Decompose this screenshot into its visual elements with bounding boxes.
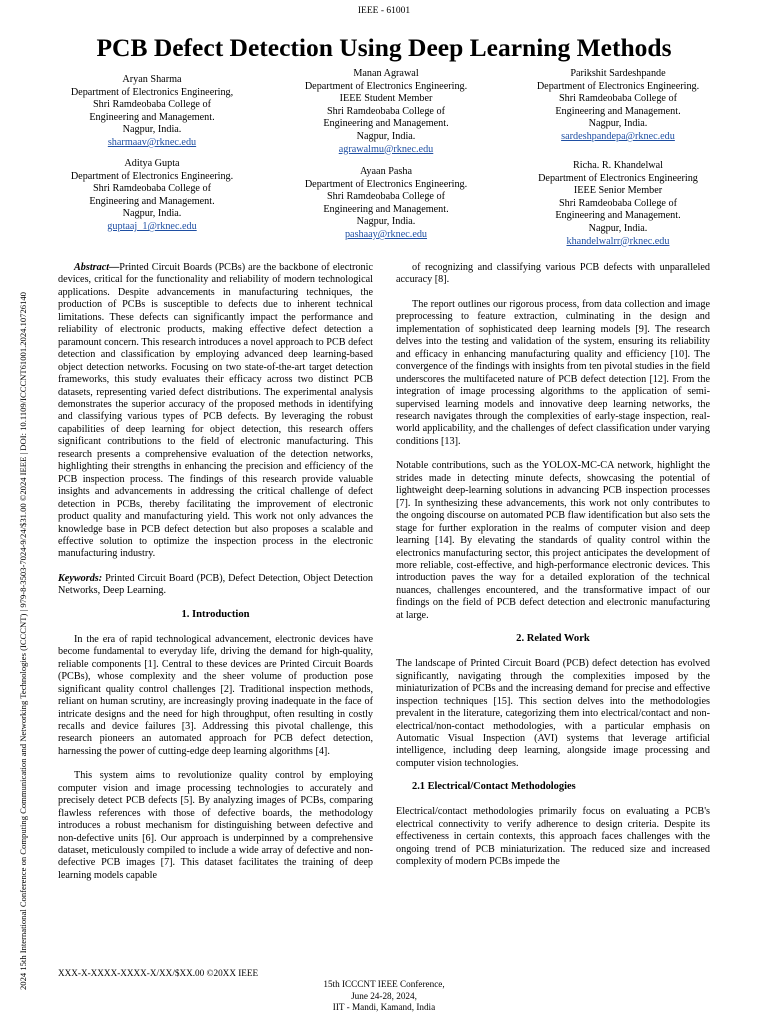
footer-conference: 15th ICCCNT IEEE Conference, (323, 979, 445, 989)
author-affiliation: Engineering and Management. (555, 210, 681, 222)
author-block (286, 68, 486, 156)
author-affiliation: IEEE Student Member (339, 93, 433, 105)
section-heading-related-work: 2. Related Work (516, 633, 590, 645)
author-block (52, 158, 252, 234)
author-affiliation: Shri Ramdeobaba College of (93, 183, 211, 195)
conference-footer (284, 979, 484, 1014)
author-email-link[interactable]: pashaay@rknec.edu (344, 228, 428, 240)
keywords-label: Keywords: (58, 572, 103, 584)
paragraph: of recognizing and classifying various PCB defects with unparalleled accuracy [8]. (396, 262, 710, 286)
paragraph: The report outlines our rigorous process, from data collection and image preprocessing to feature extraction, culminating in the design and implementation of sophisticated deep learning models [9]. The research delves into the testing and validation of the system, ensuring its reliability and efficacy in enhancing manufacturing quality and efficiency [10]. The convergence of the findings with insights from ten pivotal studies in the field underscores the multifaceted nature of PCB defect detection [12]. From the integration of image processing algorithms to the application of semi-supervised learning models and innovative deep learning networks, the research navigates through the complexities of early-stage inspection, real-world applicability, and the challenges of defect classification under varying conditions [13]. (396, 298, 710, 447)
author-affiliation: Engineering and Management. (323, 118, 449, 130)
paragraph: Notable contributions, such as the YOLOX-MC-CA network, highlight the strides made in detecting minute defects, showcasing the potential of lightweight deep-learning solutions in advancing PCB inspection processes [7]. In synthesizing these advancements, this work not only contributes to the ongoing discourse on automated PCB flaw identification but also sets the stage for further exploration in the realms of computer vision and deep learning [14]. By elevating the standards of quality control within the electronics manufacturing sector, this project anticipates the development of more reliable, cost-effective, and high-performance electronic devices. This introduction paves the way for a detailed exploration of the technical nuances, challenges encountered, and the transformative impact of our findings on the field of PCB defect detection and electronic manufacturing at large. (396, 460, 710, 621)
author-block (518, 68, 718, 144)
author-affiliation: Engineering and Management. (89, 195, 215, 207)
author-affiliation: Shri Ramdeobaba College of (559, 197, 677, 209)
author-affiliation: Engineering and Management. (555, 105, 681, 117)
doi-side-note: 2024 15th International Conference on Computing Communication and Networking Technologies (ICCCNT) | 979-8-3503-7024-9/24/$31.00 ©2024 IEEE | DOI: 10.1109/ICCCNT61001.2024.10726140 (18, 292, 28, 990)
author-affiliation: IEEE Senior Member (573, 185, 663, 197)
author-affiliation: Shri Ramdeobaba College of (93, 99, 211, 111)
author-block (286, 166, 486, 242)
author-affiliation: Nagpur, India. (588, 118, 648, 130)
right-column (396, 262, 710, 869)
author-affiliation: Nagpur, India. (356, 130, 416, 142)
author-name: Aryan Sharma (122, 74, 182, 85)
author-email-link[interactable]: agrawalmu@rknec.edu (338, 143, 434, 155)
author-affiliation: Shri Ramdeobaba College of (327, 191, 445, 203)
author-block (52, 74, 252, 150)
paragraph: Electrical/contact methodologies primarily focus on evaluating a PCB's electrical connectivity to verify adherence to design criteria. Despite its effectiveness in certain contexts, this approach faces challenges with the ongoing trend of PCB miniaturization. The reduced size and increased complexity of modern PCBs impede the (396, 806, 710, 868)
abstract-text: Printed Circuit Boards (PCBs) are the backbone of electronic devices, critical for the functionality and reliability of modern technological applications. Despite advancements in manufacturing techniques, the production of PCBs is susceptible to defects due to inherent technical limitations. These defects can significantly impact the performance and reliability of electronic products, making effective defect detection a paramount concern. This research introduces a novel approach to PCB defect detection and classification by employing advanced deep learning-based object detection networks. Focusing on two state-of-the-art target detection frameworks, this study evaluates their efficacy across two distinct PCB datasets, representing varied defect distributions. The experimental analysis demonstrates the superior accuracy of the proposed methods in identifying and classifying various types of PCB defects. By leveraging the robust capabilities of deep learning for object detection, this research offers significant contributions to the field of electronic manufacturing. This research presents a comprehensive evaluation of the detection networks, highlighting their strengths in enhancing the precision and efficiency of the PCB inspection process. The findings of this research provide valuable insights and advancements in addressing the critical challenge of defect detection in PCBs, thereby facilitating the improvement of electronic product quality and manufacturing yield. This work not only advances the knowledge base in PCB defect detection but also proposes a scalable and effective solution to optimize the inspection process in the electronic manufacturing industry. (58, 262, 373, 560)
abstract-label: Abstract— (74, 262, 120, 273)
author-affiliation: Engineering and Management. (323, 203, 449, 215)
paragraph: In the era of rapid technological advancement, electronic devices have become fundamental to everyday life, driving the demand for high-quality, reliable components [1]. Central to these devices are Printed Circuit Boards (PCBs), whose complexity and the sheer volume of production pose significant quality control challenges [2]. Traditional inspection methods, reliant on human scrutiny, are increasingly proving inadequate in the face of intricate designs and the need for high throughput, often resulting in costly recalls and device failures [3]. Addressing this pivotal challenge, this research pioneers an automated approach for PCB defect detection, harnessing the power of cutting-edge deep learning algorithms [4]. (58, 633, 373, 757)
author-name: Manan Agrawal (353, 68, 419, 79)
author-affiliation: Department of Electronics Engineering. (536, 80, 700, 92)
footer-dates: June 24-28, 2024, (351, 990, 417, 1001)
author-email-link[interactable]: sardeshpandepa@rknec.edu (561, 130, 675, 142)
author-affiliation: Department of Electronics Engineering. (70, 170, 234, 182)
author-affiliation: Engineering and Management. (89, 111, 215, 123)
author-email-link[interactable]: khandelwalrr@rknec.edu (566, 235, 670, 247)
author-affiliation: Nagpur, India. (122, 208, 182, 220)
author-affiliation: Department of Electronics Engineering, (70, 86, 234, 98)
author-name: Richa. R. Khandelwal (573, 160, 663, 171)
author-affiliation: Shri Ramdeobaba College of (559, 93, 677, 105)
author-affiliation: Shri Ramdeobaba College of (327, 105, 445, 117)
author-affiliation: Department of Electronics Engineering. (304, 80, 468, 92)
keywords-text: Printed Circuit Board (PCB), Defect Detection, Object Detection Networks, Deep Learning. (58, 572, 373, 597)
author-block (518, 160, 718, 248)
copyright-code: XXX-X-XXXX-XXXX-X/XX/$XX.00 ©20XX IEEE (58, 968, 259, 978)
author-affiliation: Department of Electronics Engineering (538, 172, 698, 184)
paper-title: PCB Defect Detection Using Deep Learning Methods (96, 33, 672, 62)
section-heading-introduction: 1. Introduction (181, 608, 250, 620)
author-affiliation: Nagpur, India. (356, 216, 416, 228)
author-affiliation: Nagpur, India. (122, 124, 182, 136)
author-email-link[interactable]: guptaaj_1@rknec.edu (107, 220, 197, 232)
author-affiliation: Department of Electronics Engineering. (304, 178, 468, 190)
abstract (58, 262, 373, 561)
subsection-heading: 2.1 Electrical/Contact Methodologies (412, 781, 576, 793)
left-column (58, 262, 373, 882)
paragraph: This system aims to revolutionize quality control by employing computer vision and image processing technologies to accurately and precisely detect PCB defects [5]. By analyzing images of PCBs, comparing flawless references with those of defective boards, the methodology introduces a robust mechanism for distinguishing between defective and non-defective units [6]. Our approach is underpinned by a comprehensive dataset, meticulously compiled to include a wide array of defective and non-defective PCB images [7]. This dataset facilitates the training of deep learning models capable (58, 770, 373, 881)
paragraph: The landscape of Printed Circuit Board (PCB) defect detection has evolved significantly, navigating through the complexities imposed by the miniaturization of PCBs and the increasing demand for precise and effective inspection techniques [15]. This section delves into the methodologies prevalent in the literature, categorizing them into electrical/contact and non-electrical/non-contact methodologies, with a particular emphasis on Automatic Visual Inspection (AVI) systems that leverage artificial intelligence, including deep learning, alongside image processing and computer vision technologies. (396, 658, 710, 769)
author-name: Ayaan Pasha (360, 166, 412, 177)
author-name: Parikshit Sardeshpande (570, 68, 666, 79)
conference-id: IEEE - 61001 (357, 6, 411, 16)
keywords (58, 573, 373, 598)
author-name: Aditya Gupta (124, 158, 180, 169)
footer-venue: IIT - Mandi, Kamand, India (332, 1002, 436, 1012)
author-affiliation: Nagpur, India. (588, 222, 648, 234)
author-email-link[interactable]: sharmaav@rknec.edu (107, 136, 197, 148)
